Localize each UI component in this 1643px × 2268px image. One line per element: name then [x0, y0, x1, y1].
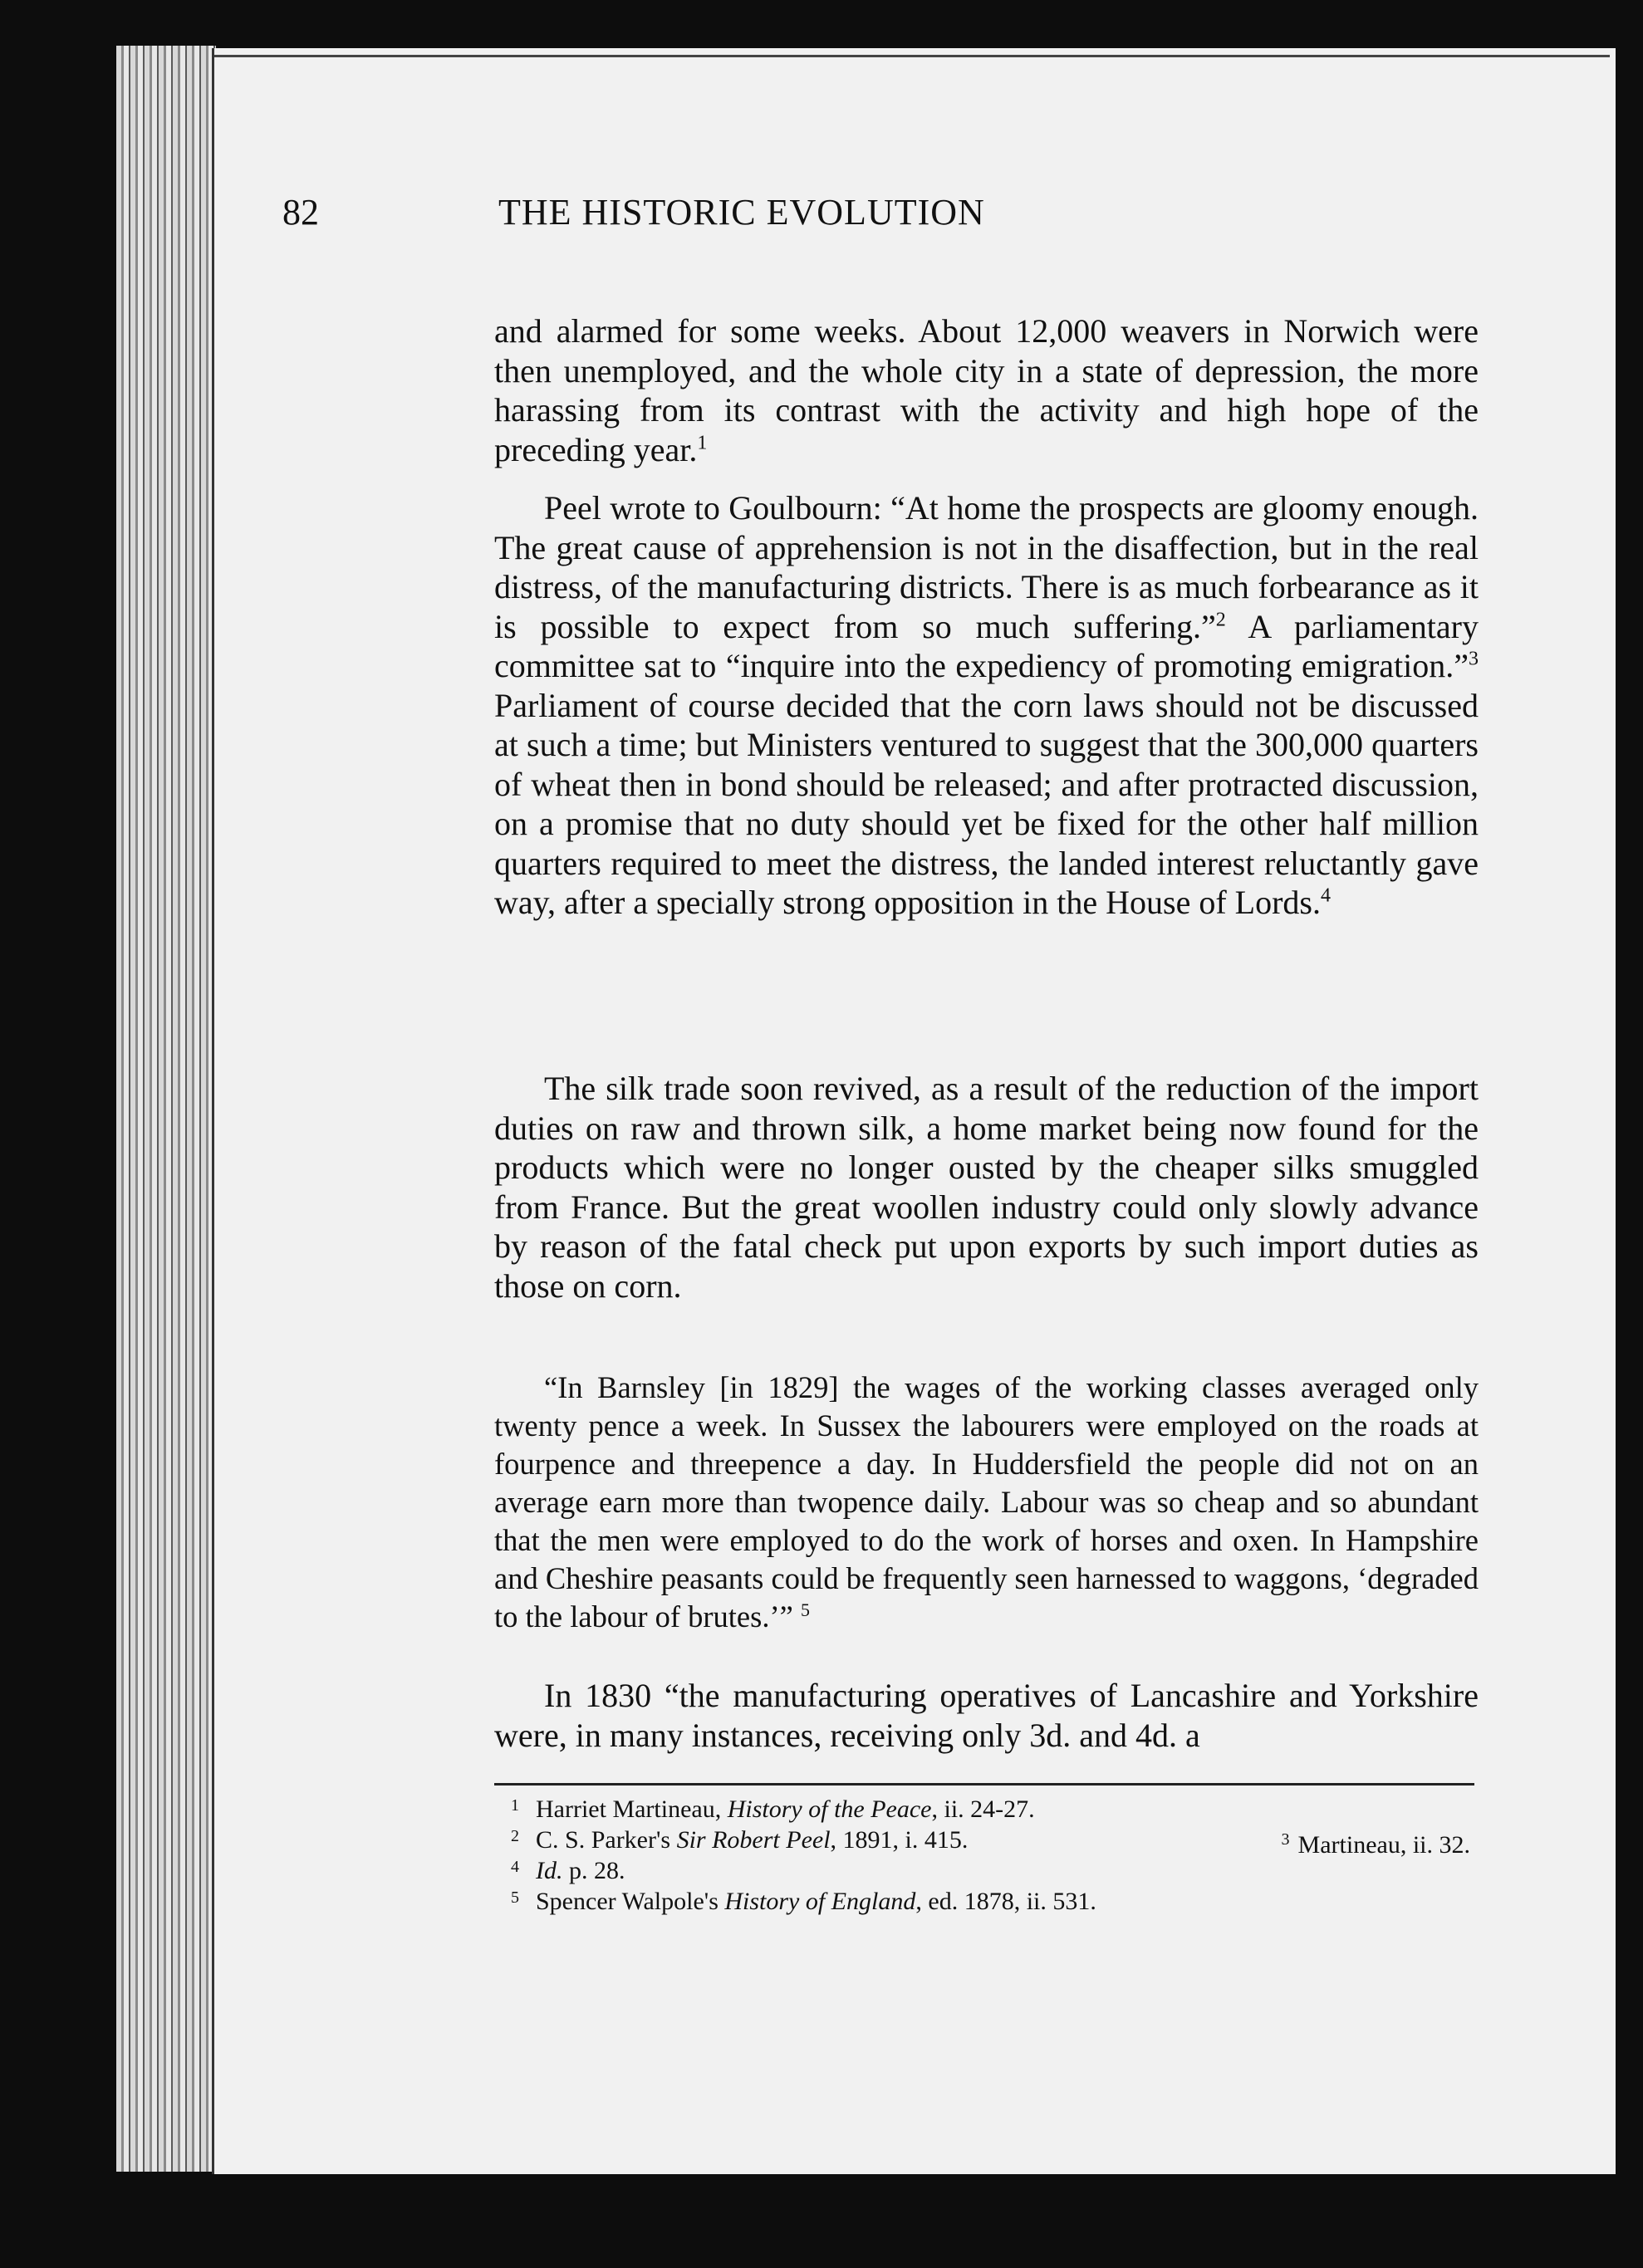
footnote-5	[494, 1886, 1479, 1917]
book-page-edges	[116, 46, 216, 2172]
footnote-title: History of England	[724, 1888, 916, 1915]
page-number: 82	[282, 192, 319, 233]
footnote-text: Harriet Martineau,	[536, 1795, 728, 1823]
paragraph-3	[494, 1069, 1479, 1305]
footnote-text: , ii. 24-27.	[931, 1795, 1035, 1823]
paragraph-text: The silk trade soon revived, as a result of the reduction of the import duties on raw and thrown silk, a home market being now found for the products which were no longer ousted by the cheaper silks smuggled from France. But the great woollen industry could only slowly advance by reason of the fatal check put upon exports by such import duties as those on corn.	[494, 1070, 1479, 1305]
footnote-4	[494, 1855, 1479, 1886]
paragraph-1	[494, 311, 1479, 469]
block-quote	[494, 1369, 1479, 1636]
quote-text: “In Barnsley [in 1829] the wages of the working classes averaged only twenty pence a week. In Sussex the labourers were employed on the roads at fourpence and threepence a day. In Huddersfield the people did not on an average earn more than twopence daily. Labour was so cheap and so abundant that the men were employed to do the work of horses and oxen. In Hampshire and Cheshire peasants could be frequently seen harnessed to waggons, ‘degraded to the labour of brutes.’”	[494, 1370, 1479, 1634]
paragraph-text: In 1830 “the manufacturing operatives of Lancashire and Yorkshire were, in many instances, receiving only 3d. and 4d. a	[494, 1677, 1479, 1754]
paragraph-text: Peel wrote to Goulbourn: “At home the prospects are gloomy enough. The great cause of apprehension is not in the disaffection, but in the real distress, of the manufacturing districts. There is as much forbearance as it is possible to expect from so much suffering.”	[494, 489, 1479, 645]
footnote-ref: 3	[1469, 648, 1479, 670]
footnote-number: 1	[511, 1796, 519, 1815]
paragraph-2	[494, 488, 1479, 923]
paragraph-text: Parliament of course decided that the corn laws should not be discussed at such a time; but Ministers ventured to suggest that the 300,000 quarters of wheat then in bond should be released; and after protracted discussion, on a promise that no duty should yet be fixed for the other half million quarters required to meet the distress, the landed interest reluctantly gave way, after a specially strong opposition in the House of Lords.	[494, 686, 1479, 921]
footnote-text: , 1891, i. 415.	[830, 1826, 969, 1854]
footnote-text: p. 28.	[562, 1857, 625, 1884]
paragraph-4	[494, 1676, 1479, 1755]
footnote-ref: 1	[697, 432, 708, 454]
footnote-text: Martineau, ii. 32.	[1297, 1831, 1470, 1859]
footnotes	[494, 1794, 1479, 1917]
footnote-number: 2	[511, 1827, 519, 1845]
page-top-edge	[214, 55, 1610, 57]
footnote-text: , ed. 1878, ii. 531.	[915, 1888, 1096, 1915]
footnote-title: Id.	[536, 1857, 563, 1884]
footnote-text: Spencer Walpole's	[536, 1888, 725, 1915]
footnote-text: C. S. Parker's	[536, 1826, 677, 1854]
footnote-rule	[494, 1783, 1474, 1785]
footnote-title: History of the Peace	[727, 1795, 932, 1823]
running-head	[282, 191, 1263, 241]
footnote-title: Sir Robert Peel	[676, 1826, 831, 1854]
footnote-number: 3	[1281, 1830, 1290, 1849]
paragraph-text: A parliamentary committee sat to “inquire into the expediency of promoting emigration.”	[494, 607, 1479, 684]
footnote-ref: 5	[800, 1599, 810, 1620]
paragraph-text: and alarmed for some weeks. About 12,000 weavers in Norwich were then unemployed, and the whole city in a state of depression, the more harassing from its contrast with the activity and high hope of the preceding year.	[494, 312, 1479, 468]
footnote-2	[494, 1825, 1479, 1859]
footnote-number: 5	[511, 1888, 519, 1907]
running-title: THE HISTORIC EVOLUTION	[498, 192, 985, 233]
footnote-1	[494, 1794, 1479, 1825]
footnote-number: 4	[511, 1858, 519, 1876]
footnote-ref: 2	[1215, 609, 1226, 631]
footnote-ref: 4	[1320, 884, 1331, 907]
